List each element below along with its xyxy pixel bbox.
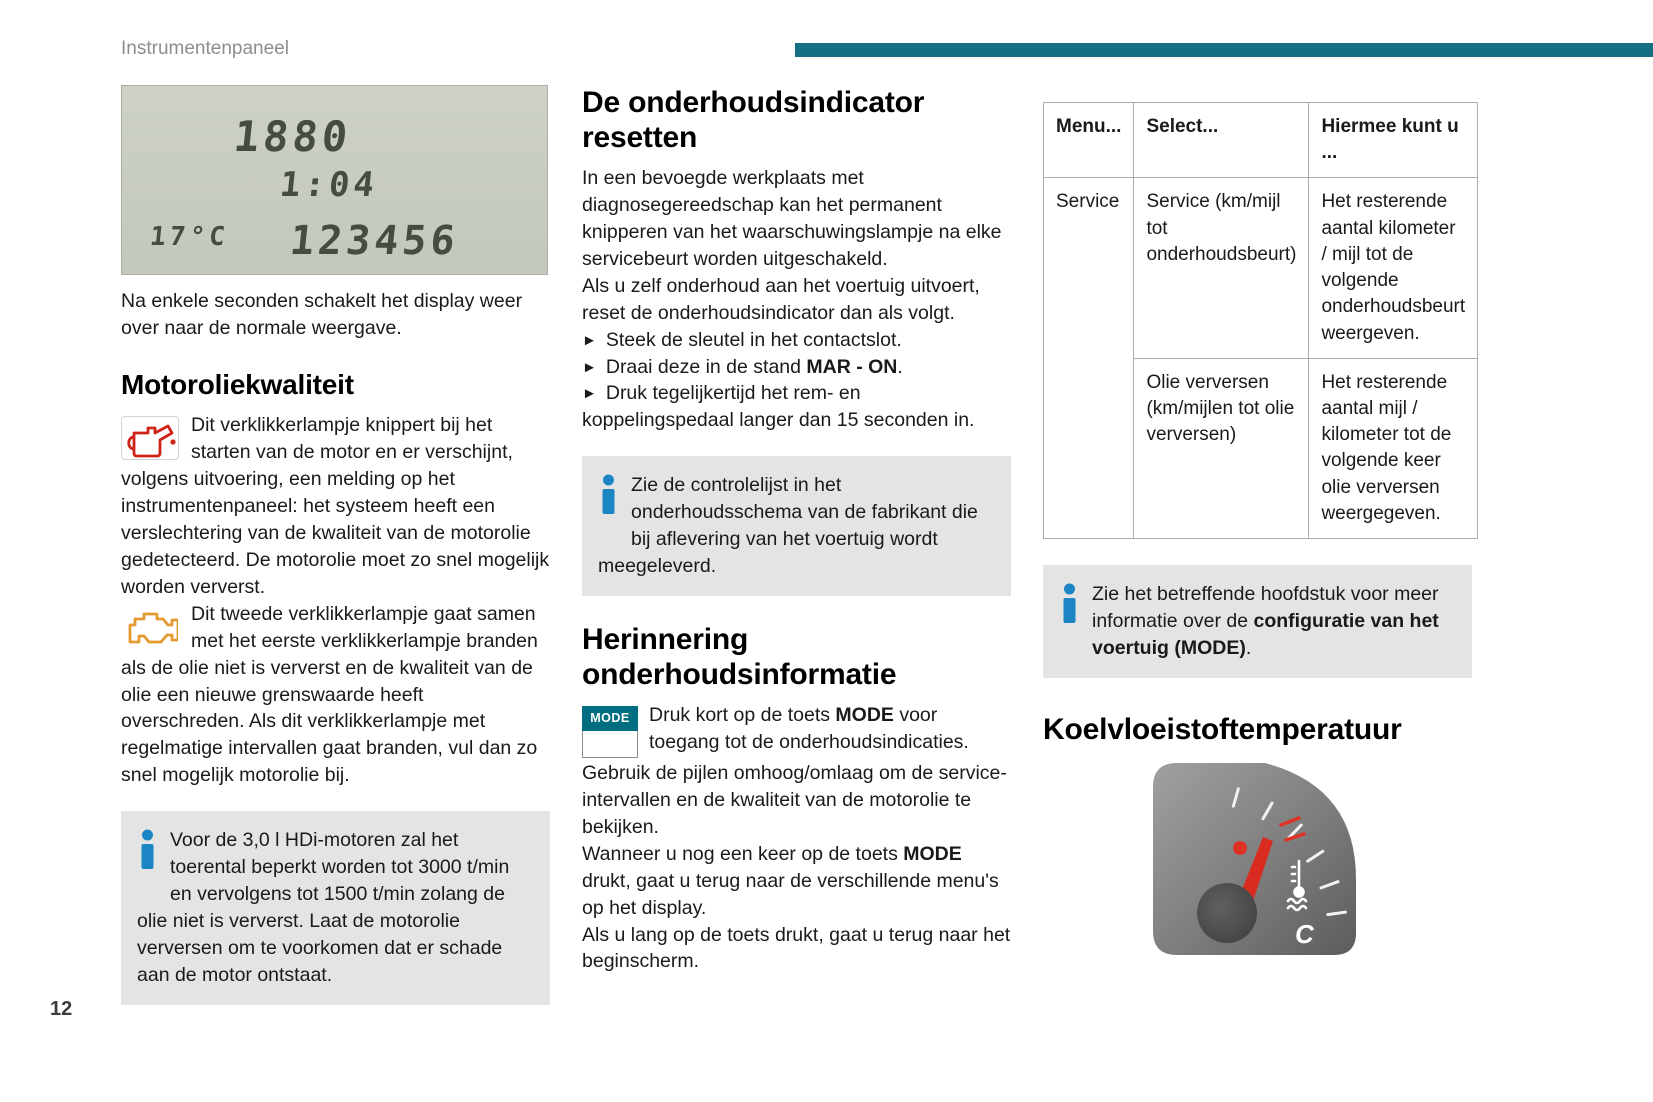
service-reminder-heading: Herinnering onderhoudsinformatie [582, 622, 897, 691]
info-box-checklist [582, 456, 1011, 596]
reset-step-3-text: Druk tegelijkertijd het rem- en koppelingspedaal langer dan 15 seconden in. [582, 382, 975, 432]
config-text-bold: configuratie van het voertuig (MODE) [1092, 609, 1439, 659]
mode-again-post: drukt, gaat u terug naar de verschillende menu's op het display. [582, 869, 999, 919]
table-cell-select-service: Service (km/mijl tot onderhoudsbeurt) [1134, 178, 1309, 358]
lcd-trip-value: 1880 [231, 112, 354, 161]
lcd-display-image [121, 85, 548, 275]
long-press-paragraph: Als u lang op de toets drukt, gaat u terug naar het beginscherm. [582, 923, 1011, 973]
reset-step-1 [582, 327, 1011, 354]
lcd-caption: Na enkele seconden schakelt het display weer over naar de normale weergave. [121, 290, 523, 339]
mode-paragraph [582, 702, 1011, 760]
gauge-knob [1197, 883, 1257, 943]
bullet-arrow-icon: ► [582, 331, 597, 349]
info-icon [140, 829, 155, 877]
reset-step-2-post: . [897, 355, 903, 378]
mode-button-label: MODE [582, 706, 638, 731]
engine-warning-paragraph [121, 601, 550, 789]
table-cell-result-service: Het resterende aantal kilometer / mijl tot de volgende onderhoudsbeurt weergeven. [1309, 178, 1478, 358]
reset-step-2 [582, 354, 1011, 381]
coolant-gauge-image [1147, 761, 1362, 957]
lcd-time-value: 1:04 [277, 165, 381, 205]
table-header-select: Select... [1134, 103, 1309, 178]
reset-step-3 [582, 380, 1011, 434]
info-box-hdi-text: Voor de 3,0 l HDi-motoren zal het toerental beperkt worden tot 3000 t/min en vervolgens tot 1500 t/min zolang de olie niet is ververst. Laat de motorolie verversen om te voorkomen dat er schade aan de motor ontstaat. [137, 829, 510, 986]
reset-step-1-text: Steek de sleutel in het contactslot. [605, 328, 902, 351]
table-cell-result-oil: Het resterende aantal mijl / kilometer tot de volgende keer olie verversen weergegeven. [1309, 358, 1478, 538]
oil-quality-text: Dit verklikkerlampje knippert bij het starten van de motor en er verschijnt, volgens uitvoering, een melding op het instrumentenpaneel: het systeem heeft een verslechtering van de kwaliteit van de motorolie gedetecteerd. De motorolie moet zo snel mogelijk worden ververst. [121, 414, 550, 598]
page-number: 12 [50, 998, 73, 1020]
reset-step-2-text: Draai deze in de stand [605, 355, 807, 378]
mode-again-paragraph [582, 841, 1011, 922]
engine-warning-text: Dit tweede verklikkerlampje gaat samen met het eerste verklikkerlampje branden als de olie niet is ververst en de kwaliteit van de olie een nieuwe grenswaarde heeft overschreden. Als dit verklikkerlampje met regelmatige intervallen gaat branden, vul dan zo snel mogelijk motorolie bij. [121, 602, 538, 787]
reset-paragraph-1: In een bevoegde werkplaats met diagnosegereedschap kan het permanent knipperen van het waarschuwingslampje na elke servicebeurt worden uitgeschakeld. [582, 167, 1002, 270]
column-right [1043, 85, 1472, 1005]
bullet-arrow-icon: ► [582, 358, 597, 376]
page-header-title: Instrumentenpaneel [121, 38, 289, 59]
engine-warning-icon [121, 605, 179, 649]
config-text-post: . [1245, 636, 1252, 659]
lcd-temperature-value: 17°C [148, 222, 231, 252]
info-box-configuration [1043, 565, 1472, 678]
column-left [121, 85, 550, 1005]
info-box-checklist-text: Zie de controlelijst in het onderhoudsschema van de fabrikant die bij aflevering van het voertuig wordt meegeleverd. [598, 474, 978, 577]
content-columns [121, 85, 1472, 1005]
mode-text-pre: Druk kort op de toets [649, 704, 836, 727]
mode-text-post: voor toegang tot de onderhoudsindicaties. [649, 704, 969, 753]
gauge-c-label: C [1295, 918, 1314, 949]
gauge-warning-lamp [1233, 841, 1247, 855]
oil-can-warning-icon [121, 416, 179, 460]
bullet-arrow-icon: ► [582, 385, 597, 403]
table-header-row [1044, 103, 1478, 178]
column-middle [582, 85, 1011, 1005]
info-box-hdi [121, 811, 550, 1004]
service-menu-table [1043, 102, 1478, 539]
lcd-odometer-value: 123456 [287, 218, 461, 264]
info-icon [1062, 583, 1077, 631]
reset-indicator-heading: De onderhoudsindicator resetten [582, 86, 925, 155]
table-header-result: Hiermee kunt u ... [1309, 103, 1478, 178]
mode-button-body [582, 731, 638, 758]
table-cell-menu-service: Service [1044, 178, 1134, 539]
arrows-paragraph: Gebruik de pijlen omhoog/omlaag om de service-intervallen en de kwaliteit van de motorolie te bekijken. [582, 762, 1007, 838]
motoroil-heading: Motoroliekwaliteit [121, 368, 354, 400]
top-accent-bar [795, 43, 1653, 57]
coolant-temperature-heading: Koelvloeistoftemperatuur [1043, 712, 1402, 746]
mode-button-icon [582, 706, 638, 758]
reset-step-2-bold: MAR - ON [806, 355, 898, 378]
table-row [1044, 178, 1478, 358]
config-text-pre: Zie het betreffende hoofdstuk voor meer informatie over de [1092, 583, 1439, 632]
table-header-menu: Menu... [1044, 103, 1134, 178]
mode-again-pre: Wanneer u nog een keer op de toets [582, 842, 904, 865]
oil-quality-paragraph [121, 412, 550, 600]
info-icon [601, 474, 616, 522]
table-cell-select-oil: Olie verversen (km/mijlen tot olie verversen) [1134, 358, 1309, 538]
mode-paragraph-text [582, 702, 1011, 756]
coolant-gauge-figure [1147, 761, 1472, 965]
reset-paragraph-2: Als u zelf onderhoud aan het voertuig uitvoert, reset de onderhoudsindicator dan als volgt. [582, 274, 980, 324]
mode-again-bold: MODE [903, 842, 962, 865]
mode-text-bold: MODE [835, 704, 894, 727]
info-box-configuration-text [1059, 581, 1454, 662]
